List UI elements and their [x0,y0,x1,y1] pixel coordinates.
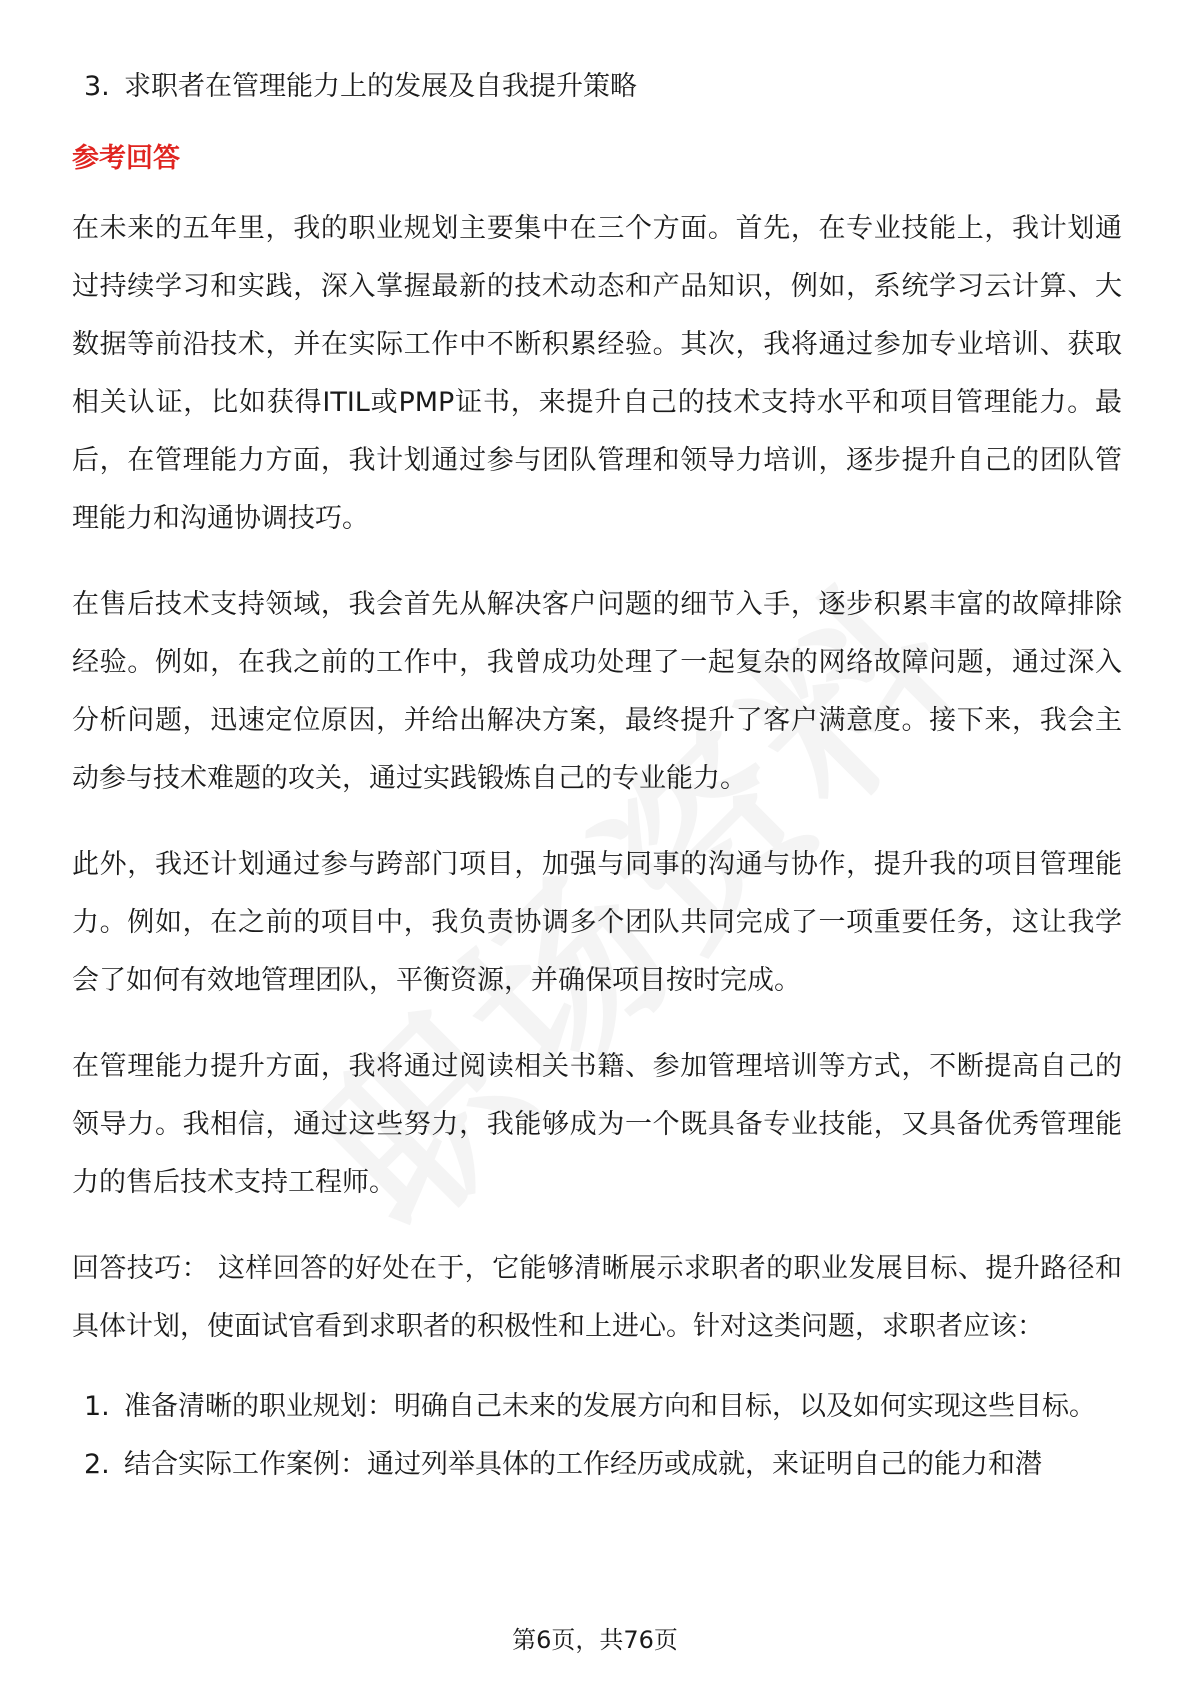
paragraph: 在售后技术支持领域，我会首先从解决客户问题的细节入手，逐步积累丰富的故障排除经验。例如，在我之前的工作中，我曾成功处理了一起复杂的网络故障问题，通过深入分析问题，迅速定位原因，并给出解决方案，最终提升了客户满意度。接下来，我会主动参与技术难题的攻关，通过实践锻炼自己的专业能力。 [72,589,1122,794]
answer-tips-paragraph: 回答技巧： 这样回答的好处在于，它能够清晰展示求职者的职业发展目标、提升路径和具体计划，使面试官看到求职者的积极性和上进心。针对这类问题，求职者应该： [72,1253,1122,1342]
question-text: 求职者在管理能力上的发展及自我提升策略 [124,71,637,102]
question-number: 3. [84,71,110,102]
paragraph: 此外，我还计划通过参与跨部门项目，加强与同事的沟通与协作，提升我的项目管理能力。例如，在之前的项目中，我负责协调多个团队共同完成了一项重要任务，这让我学会了如何有效地管理团队，平衡资源，并确保项目按时完成。 [72,849,1122,996]
paragraph: 在未来的五年里，我的职业规划主要集中在三个方面。首先，在专业技能上，我计划通过持续学习和实践，深入掌握最新的技术动态和产品知识，例如，系统学习云计算、大数据等前沿技术，并在实际工作中不断积累经验。其次，我将通过参加专业培训、获取相关认证，比如获得ITIL或PMP证书，来提升自己的技术支持水平和项目管理能力。最后，在管理能力方面，我计划通过参与团队管理和领导力培训，逐步提升自己的团队管理能力和沟通协调技巧。 [72,213,1122,534]
list-item-text: 准备清晰的职业规划：明确自己未来的发展方向和目标，以及如何实现这些目标。 [124,1391,1096,1422]
tips-list [72,1378,1122,1494]
list-item-number: 2. [84,1449,110,1480]
list-item-text: 结合实际工作案例：通过列举具体的工作经历或成就，来证明自己的能力和潜 [124,1449,1042,1480]
list-item [72,1436,1122,1494]
page-content [72,58,1122,1494]
page-footer: 第6页，共76页 [512,1626,678,1654]
list-item [72,1378,1122,1436]
paragraph: 在管理能力提升方面，我将通过阅读相关书籍、参加管理培训等方式，不断提高自己的领导力。我相信，通过这些努力，我能够成为一个既具备专业技能，又具备优秀管理能力的售后技术支持工程师。 [72,1051,1122,1198]
list-item-number: 1. [84,1391,110,1422]
answer-heading: 参考回答 [72,143,180,174]
question-item [72,58,1122,116]
